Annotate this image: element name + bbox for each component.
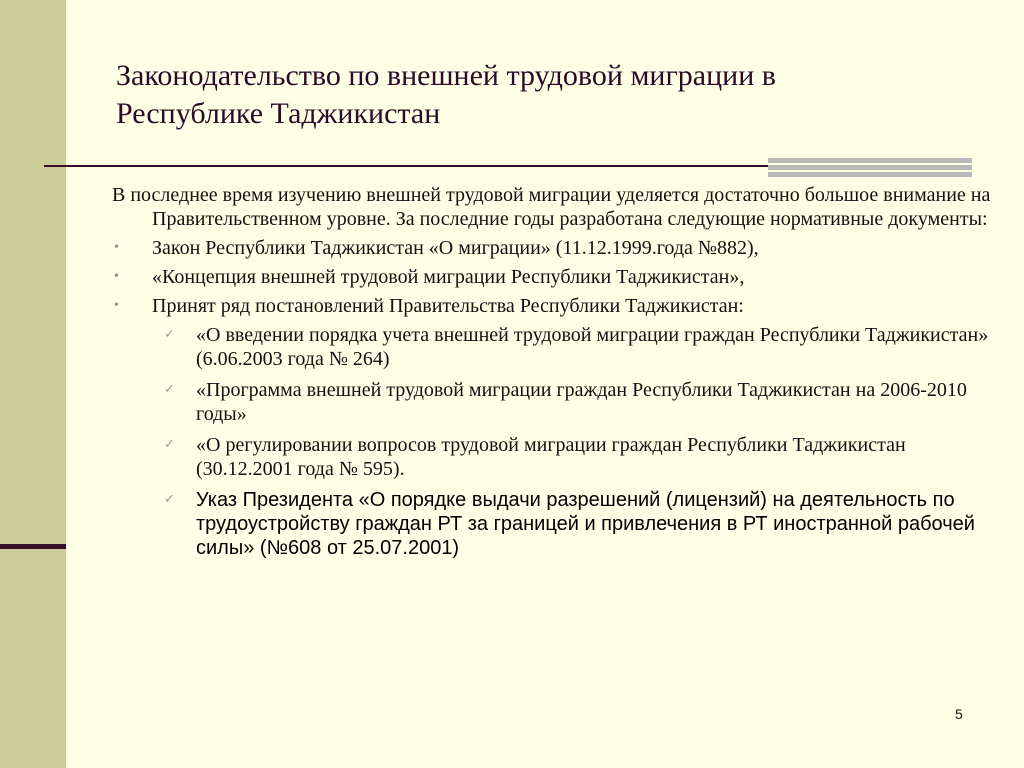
slide-title-line-2: Республике Таджикистан xyxy=(116,97,441,130)
slide-body xyxy=(112,183,992,567)
slide-title xyxy=(116,57,976,133)
sub-item-text: «Программа внешней трудовой миграции граждан Республики Таджикистан на 2006-2010 годы» xyxy=(196,379,967,425)
bullet-item xyxy=(112,236,992,260)
checkmark-icon: ✓ xyxy=(164,492,175,507)
bullet-dot-icon: • xyxy=(114,298,119,313)
checkmark-icon: ✓ xyxy=(164,382,175,397)
sub-item-text: Указ Президента «О порядке выдачи разрешений (лицензий) на деятельность по трудоустройству граждан РТ за границей и привлечения в РТ иностранной рабочей силы» (№608 от 25.07.2001) xyxy=(196,489,975,559)
intro-paragraph: В последнее время изучению внешней трудовой миграции уделяется достаточно большое внимание на Правительственном уровне. За последние годы разработана следующие нормативные документы: xyxy=(112,184,991,230)
left-decor-stripe xyxy=(0,544,66,549)
sub-item-text: «О введении порядка учета внешней трудовой миграции граждан Республики Таджикистан» (6.06.2003 года № 264) xyxy=(196,324,989,370)
sub-item xyxy=(112,433,992,481)
page-number: 5 xyxy=(955,706,963,722)
slide-title-line-1: Законодательство по внешней трудовой миграции в xyxy=(116,59,776,92)
sub-item xyxy=(112,378,992,426)
sub-item xyxy=(112,488,992,560)
bullet-text: Закон Республики Таджикистан «О миграции» (11.12.1999.года №882), xyxy=(152,237,759,259)
sub-item xyxy=(112,323,992,371)
bullet-item xyxy=(112,265,992,289)
bullet-item xyxy=(112,294,992,318)
bullet-dot-icon: • xyxy=(114,269,119,284)
bullet-dot-icon: • xyxy=(114,240,119,255)
checkmark-icon: ✓ xyxy=(164,437,175,452)
checkmark-icon: ✓ xyxy=(164,327,175,342)
title-divider-block xyxy=(768,158,972,178)
bullet-text: Принят ряд постановлений Правительства Республики Таджикистан: xyxy=(152,295,744,317)
sub-item-text: «О регулировании вопросов трудовой миграции граждан Республики Таджикистан (30.12.2001 года № 595). xyxy=(196,434,906,480)
left-decor-bar xyxy=(0,0,66,768)
bullet-text: «Концепция внешней трудовой миграции Республики Таджикистан», xyxy=(152,266,745,288)
